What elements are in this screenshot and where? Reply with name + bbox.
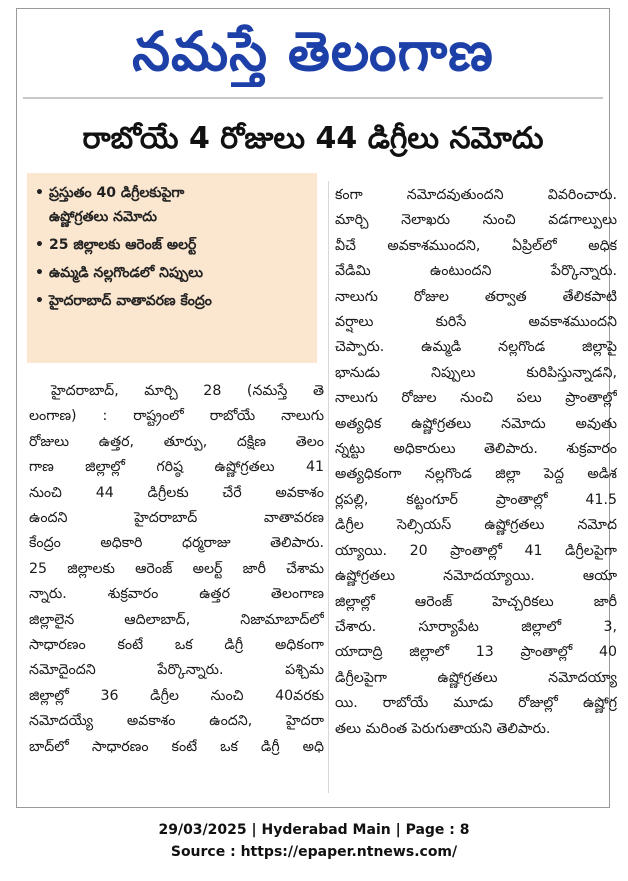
body-line: అత్యధిక ఉష్ణోగ్రతలు నమోదు అవుతు [335,415,617,432]
bullet-icon: • [35,185,44,201]
highlight-text: ప్రస్తుతం 40 డిగ్రీలకుపైగా [49,185,185,201]
masthead-divider [23,97,603,99]
body-line: సాధారణం కంటే ఒక డిగ్రీ అధికంగా [29,637,324,654]
body-line: నమోదైందని పేర్కొన్నారు. పశ్చిమ [29,662,324,679]
body-line: నుంచి 44 డిగ్రీలకు చేరే అవకాశం [29,484,324,501]
body-line: వర్షాలు కురిసే అవకాశముందని [335,314,617,331]
body-line: వీచే అవకాశముందని, ఏప్రిల్‌లో అధిక [335,237,617,254]
body-line: భానుడు నిప్పులు కురిపిస్తున్నాడని, [335,364,617,381]
body-line: య్యాయి. 20 ప్రాంతాల్లో 41 డిగ్రీలపైగా [335,542,617,559]
body-line: నాలుగు రోజుల తర్వాత తేలికపాటి [335,288,617,305]
body-line: లంగాణ) : రాష్ట్రంలో రాబోయే నాలుగు [29,408,324,425]
body-line: 25 జిల్లాలకు ఆరెంజ్‌ అలర్ట్‌ జారీ చేశామ [29,560,324,577]
highlight-item [35,205,309,229]
highlight-item [35,289,309,313]
body-line: డిగ్రీల సెల్సియస్‌ ఉష్ణోగ్రతలు నమోద [335,517,617,534]
body-line: డిగ్రీలపైగా ఉష్ణోగ్రతలు నమోదయ్యా [335,669,617,686]
body-line: జిల్లాల్లో ఆరెంజ్‌ హెచ్చరికలు జారీ [335,593,617,610]
body-line: అత్యధికంగా నల్లగొండ జిల్లా పెద్ద అడిశ [335,466,617,483]
body-line: వేడిమి ఉంటుందని పేర్కొన్నారు. [335,263,617,280]
newspaper-masthead: నమస్తే తెలంగాణ [132,19,494,83]
body-line: న్నారు. శుక్రవారం ఉత్తర తెలంగాణ [29,586,324,603]
article-headline: రాబోయే 4 రోజులు 44 డిగ్రీలు నమోదు [82,121,544,156]
body-line: ఉందని హైదరాబాద్‌ వాతావరణ [29,510,324,527]
highlights-box [27,173,317,363]
body-line: చెప్పారు. ఉమ్మడి నల్లగొండ జిల్లాపై [335,339,617,356]
body-line: చేశారు. సూర్యాపేట జిల్లాలో 3, [335,618,617,635]
body-line: రోజులు ఉత్తర, తూర్పు, దక్షిణ తెలం [29,433,324,450]
body-line: ఉష్ణోగ్రతలు నమోదయ్యాయి. ఆయా [335,568,617,585]
body-line: తలు మరింత పెరుగుతాయని తెలిపారు. [335,720,551,737]
body-line: యి. రాబోయే మూడు రోజుల్లో ఉష్ణోగ్ర [335,695,617,712]
highlight-item [35,181,309,205]
body-line: మార్చి నెలాఖరు నుంచి వడగాల్పులు [335,212,617,229]
bullet-icon: • [35,237,44,253]
body-line: ర్లపల్లి, కట్టంగూర్‌ ప్రాంతాల్లో 41.5 [335,491,617,508]
highlight-text: 25 జిల్లాలకు ఆరెంజ్‌ అలర్ట్‌ [49,237,197,253]
body-line: నాలుగు రోజుల నుంచి పలు ప్రాంతాల్లో [335,390,617,407]
footer-source-link[interactable]: Source : https://epaper.ntnews.com/ [170,844,458,860]
body-line: కంగా నమోదవుతుందని వివరించారు. [335,187,617,203]
body-line: న్నట్టు అధికారులు తెలిపారు. శుక్రవారం [335,441,617,458]
body-line: కేంద్రం అధికారి ధర్మరాజు తెలిపారు. [29,535,324,552]
body-line: హైదరాబాద్‌, మార్చి 28 (నమస్తే తె [51,383,324,399]
article-body-right [335,183,617,742]
body-line: నమోదయ్యే అవకాశం ఉందని, హైదరా [29,713,324,730]
bullet-icon: • [35,293,44,309]
body-line: గాణ జిల్లాల్లో గరిష్ఠ ఉష్ణోగ్రతలు 41 [29,459,324,476]
body-line: బాద్‌లో సాధారణం కంటే ఒక డిగ్రీ అధి [29,738,324,755]
highlight-text: ఉమ్మడి నల్లగొండలో నిప్పులు [49,265,203,281]
highlight-item [35,233,309,257]
highlight-item [35,261,309,285]
body-line: జిల్లాలైన ఆదిలాబాద్‌, నిజామాబాద్‌లో [29,611,324,628]
highlight-text: ఉష్ణోగ్రతలు నమోదు [49,209,157,225]
newspaper-clipping [16,8,617,808]
article-body-left [29,379,324,760]
body-line: జిల్లాల్లో 36 డిగ్రీల నుంచి 40వరకు [29,687,324,704]
highlight-text: హైదరాబాద్‌ వాతావరణ కేంద్రం [49,293,212,309]
column-divider [328,181,329,793]
bullet-icon: • [35,265,44,281]
body-line: యాదాద్రి జిల్లాలో 13 ప్రాంతాల్లో 40 [335,644,617,661]
footer-date-edition: 29/03/2025 | Hyderabad Main | Page : 8 [158,822,470,838]
